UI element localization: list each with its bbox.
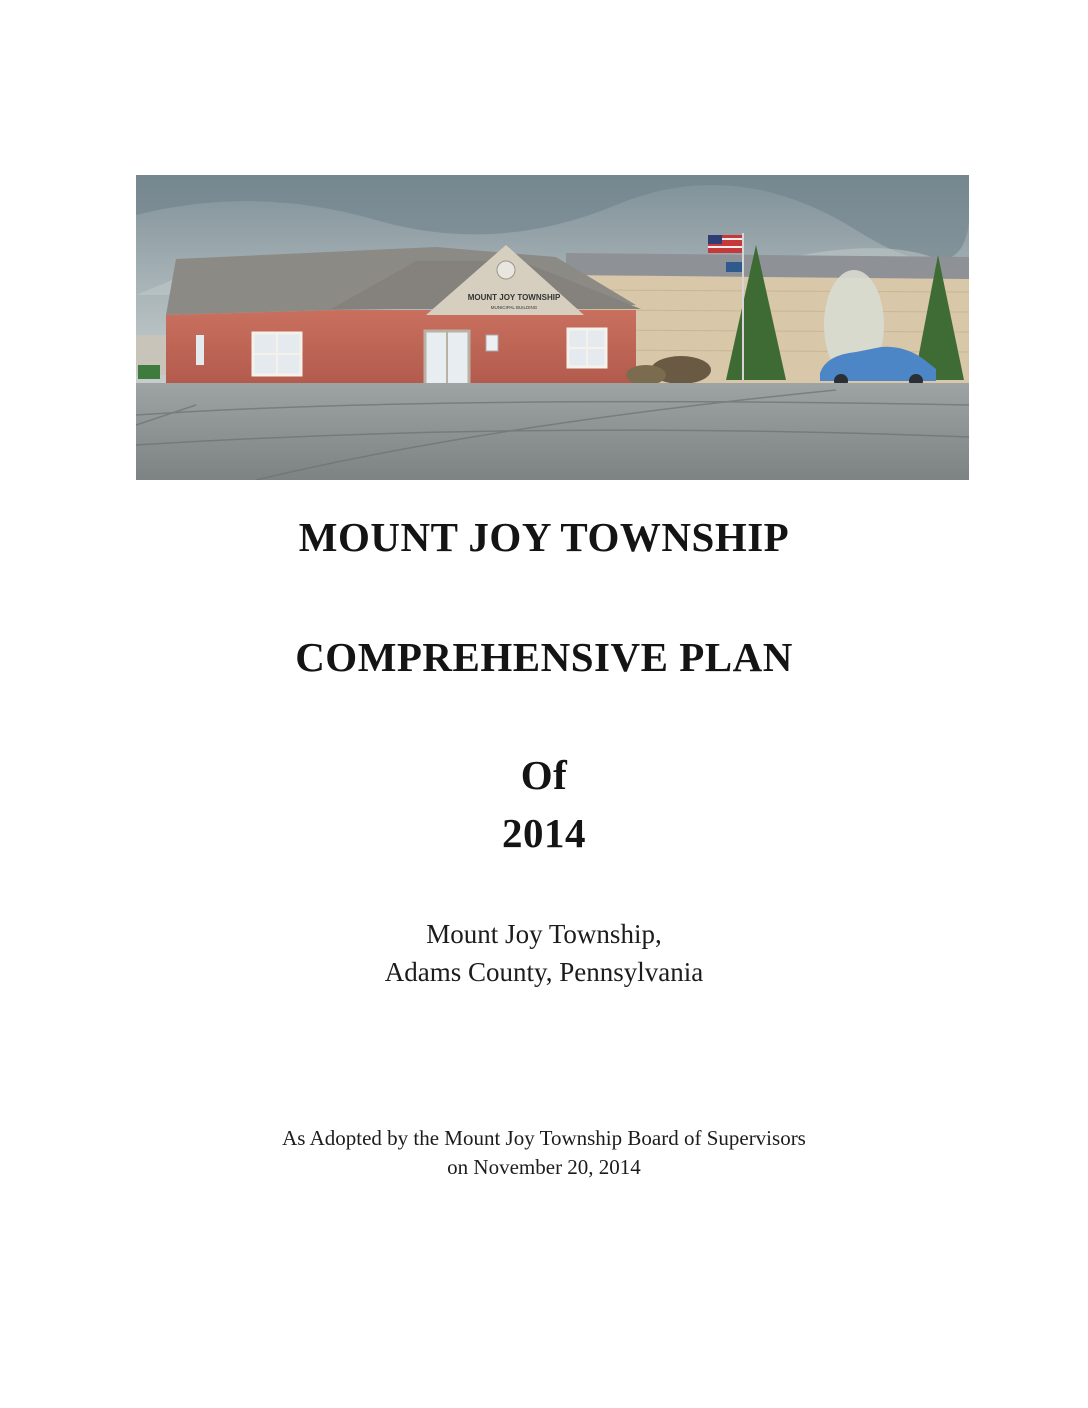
cover-photo-municipal-building (136, 175, 969, 480)
adoption-date: on November 20, 2014 (447, 1155, 641, 1179)
document-title-year: 2014 (502, 810, 586, 856)
location-line2: Adams County, Pennsylvania (384, 957, 704, 987)
location-line1: Mount Joy Township, (426, 919, 662, 949)
document-title-line2: COMPREHENSIVE PLAN (295, 634, 793, 680)
document-title-line3: Of (520, 752, 568, 798)
document-title-line1: MOUNT JOY TOWNSHIP (298, 514, 790, 560)
adoption-statement: As Adopted by the Mount Joy Township Board of Supervisors (282, 1126, 806, 1150)
parking-lot (136, 383, 969, 480)
building-sign: MOUNT JOY TOWNSHIP (467, 293, 561, 302)
brick-wall (166, 310, 336, 385)
building-sign-subtext: MUNICIPAL BUILDING (490, 305, 538, 310)
